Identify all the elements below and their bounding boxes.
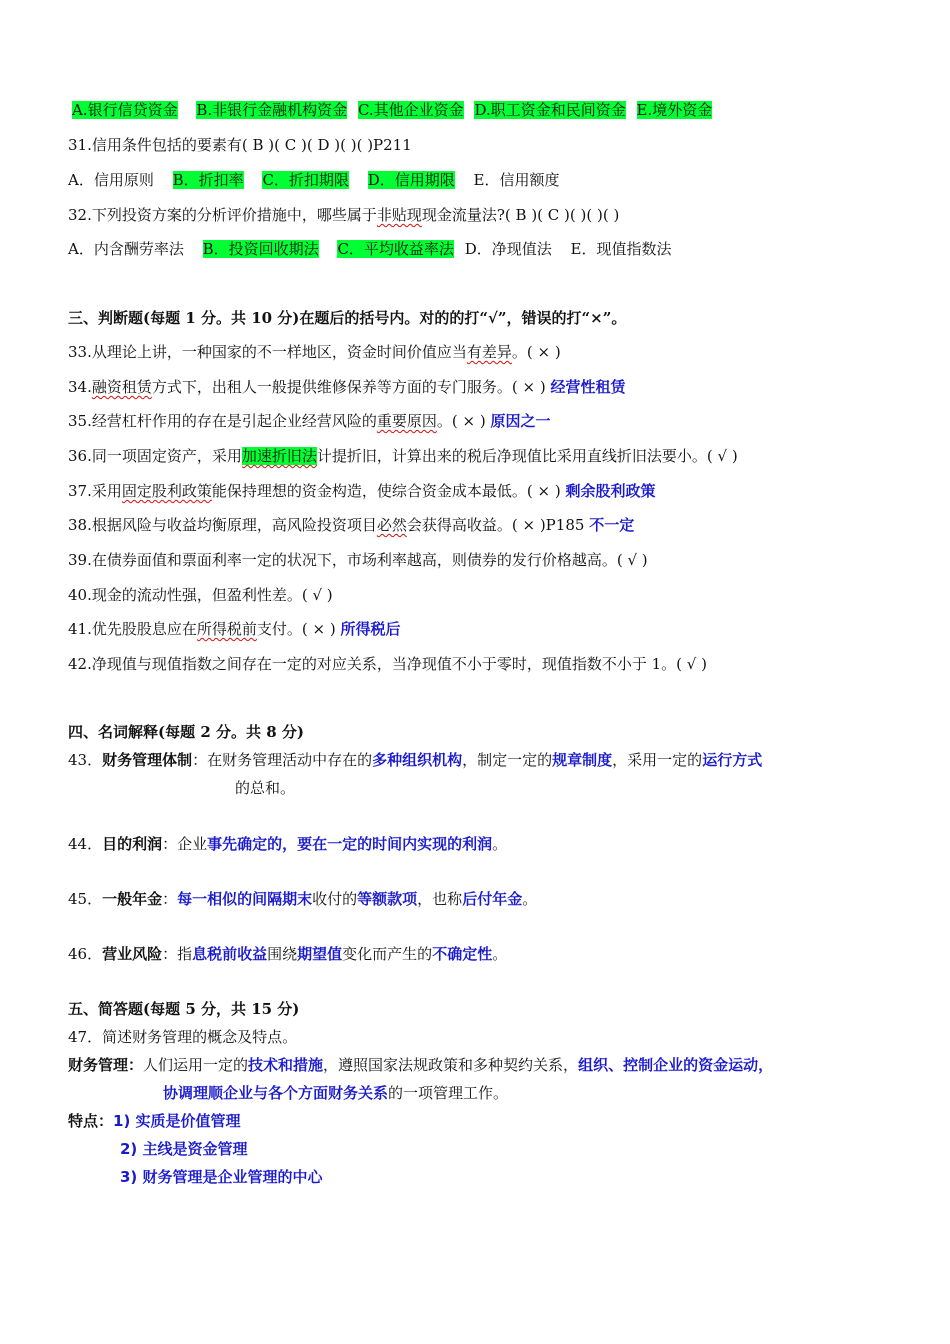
- t46-c: 围绕: [267, 945, 298, 963]
- judge-q37: [68, 480, 655, 502]
- q30-option-d: D.职工资金和民间资金: [474, 101, 626, 119]
- judge-q35: [68, 410, 550, 432]
- def-a: 人们运用一定的: [143, 1056, 249, 1074]
- t46-term: 营业风险: [102, 945, 163, 963]
- q31-option-e: E．信用额度: [473, 171, 560, 189]
- q31-option-c: C．折扣期限: [262, 171, 349, 189]
- section4-heading: 四、名词解释(每题 2 分。共 8 分): [68, 723, 304, 741]
- q32-option-b: B．投资回收期法: [202, 240, 319, 258]
- q47-definition-cont: [163, 1082, 508, 1104]
- t44-number: 44．: [68, 835, 103, 853]
- q30-option-e: E.境外资金: [636, 101, 713, 119]
- t43-term: 财务管理体制: [102, 751, 193, 769]
- q32-stem-pre: 32.下列投资方案的分析评价措施中，哪些属于: [68, 206, 377, 224]
- q32-option-e: E．现值指数法: [570, 240, 672, 258]
- q34-note: 经营性租赁: [550, 378, 626, 396]
- def-f: 的一项管理工作。: [388, 1084, 509, 1102]
- t46-f: 不确定性: [432, 945, 493, 963]
- term-45: [68, 888, 537, 910]
- feature-3: 3) 财务管理是企业管理的中心: [120, 1168, 323, 1186]
- term-43-cont: [235, 777, 295, 799]
- q32-stem: [68, 204, 619, 226]
- section5-heading: 五、简答题(每题 5 分，共 15 分): [68, 1000, 300, 1018]
- term-43: [68, 749, 762, 771]
- q30-options-row: [72, 99, 712, 121]
- def-c: ，遵照国家法规政策和多种契约关系，: [323, 1056, 579, 1074]
- q34-mark: 融资租赁: [91, 378, 152, 396]
- q37-mark: 固定股利政策: [121, 482, 212, 500]
- q41-note: 所得税后: [340, 620, 401, 638]
- feature-2: 2) 主线是资金管理: [120, 1140, 248, 1158]
- judge-q41: [68, 618, 400, 640]
- t45-e: ，也称: [417, 890, 463, 908]
- q34-post: 方式下，出租人一般提供维修保养等方面的专门服务。( × ): [151, 378, 546, 396]
- t46-d: 期望值: [297, 945, 343, 963]
- q36-post: 计提折旧，计算出来的税后净现值比采用直线折旧法要小。( √ ): [316, 447, 738, 465]
- t44-term: 目的利润: [102, 835, 163, 853]
- q36-mark: 加速折旧法: [241, 447, 317, 465]
- q33-answer: 。( × ): [511, 343, 561, 361]
- t45-term: 一般年金: [102, 890, 163, 908]
- t45-d: 等额款项: [357, 890, 418, 908]
- q35-mark: 重要原因: [376, 412, 437, 430]
- q41-pre: 41.优先股股息应在: [68, 620, 197, 638]
- q32-option-c: C．平均收益率法: [337, 240, 454, 258]
- q32-option-d: D．净现值法: [464, 240, 552, 258]
- q32-stem-post: 现金流量法?( B )( C )( )( )( ): [421, 206, 620, 224]
- t43-a: ：在财务管理活动中存在的: [192, 751, 373, 769]
- q32-options-row: [68, 238, 671, 260]
- t44-c: 。: [492, 835, 508, 853]
- q47-feature-2-row: [120, 1138, 248, 1160]
- q41-mark: 所得税前: [196, 620, 257, 638]
- judge-q42: 42.净现值与现值指数之间存在一定的对应关系，当净现值不小于零时，现值指数不小于 1。( √ ): [68, 655, 707, 673]
- t43-d: 规章制度: [552, 751, 613, 769]
- judge-q34: [68, 376, 625, 398]
- term-44: [68, 833, 507, 855]
- t44-a: ：企业: [162, 835, 208, 853]
- q31-option-a: A．信用原则: [68, 171, 154, 189]
- t45-number: 45．: [68, 890, 103, 908]
- t43-f: 运行方式: [702, 751, 763, 769]
- q33-pre: 33.从理论上讲，一种国家的不一样地区，资金时间价值应当: [68, 343, 467, 361]
- def-e: 协调理顺企业与各个方面财务关系: [163, 1084, 389, 1102]
- t45-c: 收付的: [312, 890, 358, 908]
- q31-option-b: B．折扣率: [172, 171, 244, 189]
- q38-note: 不一定: [589, 516, 635, 534]
- def-d: 组织、控制企业的资金运动，: [578, 1056, 774, 1074]
- t45-b: 每一相似的间隔期末: [177, 890, 313, 908]
- q36-pre: 36.同一项固定资产，采用: [68, 447, 242, 465]
- t43-b: 多种组织机构: [372, 751, 463, 769]
- t44-b: 事先确定的，要在一定的时间内实现的利润: [207, 835, 493, 853]
- q47-stem: 47．简述财务管理的概念及特点。: [68, 1028, 298, 1046]
- t45-f: 后付年金: [462, 890, 523, 908]
- q31-stem-text: 31.信用条件包括的要素有( B )( C )( D )( )( )P211: [68, 136, 412, 154]
- section3-heading: 三、判断题(每题 1 分。共 10 分)在题后的括号内。对的的打“√”，错误的打“×”。: [68, 309, 627, 327]
- judge-q40: 40.现金的流动性强，但盈利性差。( √ ): [68, 586, 333, 604]
- q37-pre: 37.采用: [68, 482, 122, 500]
- q31-stem: [68, 134, 412, 156]
- q47-features-label-row: [68, 1110, 241, 1132]
- q31-option-d: D．信用期限: [367, 171, 455, 189]
- q47-feature-3-row: [120, 1166, 323, 1188]
- t46-a: ：指: [162, 945, 193, 963]
- t45-g: 。: [522, 890, 538, 908]
- judge-q36: [68, 445, 738, 467]
- q37-post: 能保持理想的资金构造，使综合资金成本最低。( × ): [211, 482, 561, 500]
- t46-b: 息税前收益: [192, 945, 268, 963]
- q30-option-c: C.其他企业资金: [357, 101, 464, 119]
- t43-e: ，采用一定的: [612, 751, 703, 769]
- definition-label: 财务管理：: [68, 1056, 144, 1074]
- q35-pre: 35.经营杠杆作用的存在是引起企业经营风险的: [68, 412, 377, 430]
- q32-stem-mark: 非贴现: [376, 206, 422, 224]
- t43-c: ，制定一定的: [462, 751, 553, 769]
- t46-number: 46．: [68, 945, 103, 963]
- feature-1: 1) 实质是价值管理: [113, 1112, 241, 1130]
- def-b: 技术和措施: [248, 1056, 324, 1074]
- q37-note: 剩余股利政策: [565, 482, 656, 500]
- features-label: 特点：: [68, 1112, 114, 1130]
- term-46: [68, 943, 507, 965]
- q47-definition: [68, 1054, 773, 1076]
- q30-option-a: A.银行信贷资金: [72, 101, 178, 119]
- q38-pre: 38.根据风险与收益均衡原理，高风险投资项目: [68, 516, 377, 534]
- t43-g: 的总和。: [235, 779, 296, 797]
- t46-e: 变化而产生的: [342, 945, 433, 963]
- q35-answer: 。( × ): [436, 412, 486, 430]
- q35-note: 原因之一: [490, 412, 551, 430]
- q41-post: 支付。( × ): [256, 620, 336, 638]
- t46-g: 。: [492, 945, 508, 963]
- q30-option-b: B.非银行金融机构资金: [196, 101, 348, 119]
- q38-mark: 必然: [376, 516, 407, 534]
- q38-post: 会获得高收益。( × )P185: [406, 516, 585, 534]
- q31-options-row: [68, 169, 559, 191]
- judge-q33: [68, 341, 561, 363]
- t45-a: ：: [162, 890, 178, 908]
- q32-option-a: A．内含酬劳率法: [68, 240, 184, 258]
- t43-number: 43．: [68, 751, 103, 769]
- judge-q39: 39.在债券面值和票面利率一定的状况下，市场利率越高，则债券的发行价格越高。( √ ): [68, 551, 648, 569]
- judge-q38: [68, 514, 634, 536]
- q34-pre: 34.: [68, 378, 92, 396]
- q33-mark: 有差异: [466, 343, 512, 361]
